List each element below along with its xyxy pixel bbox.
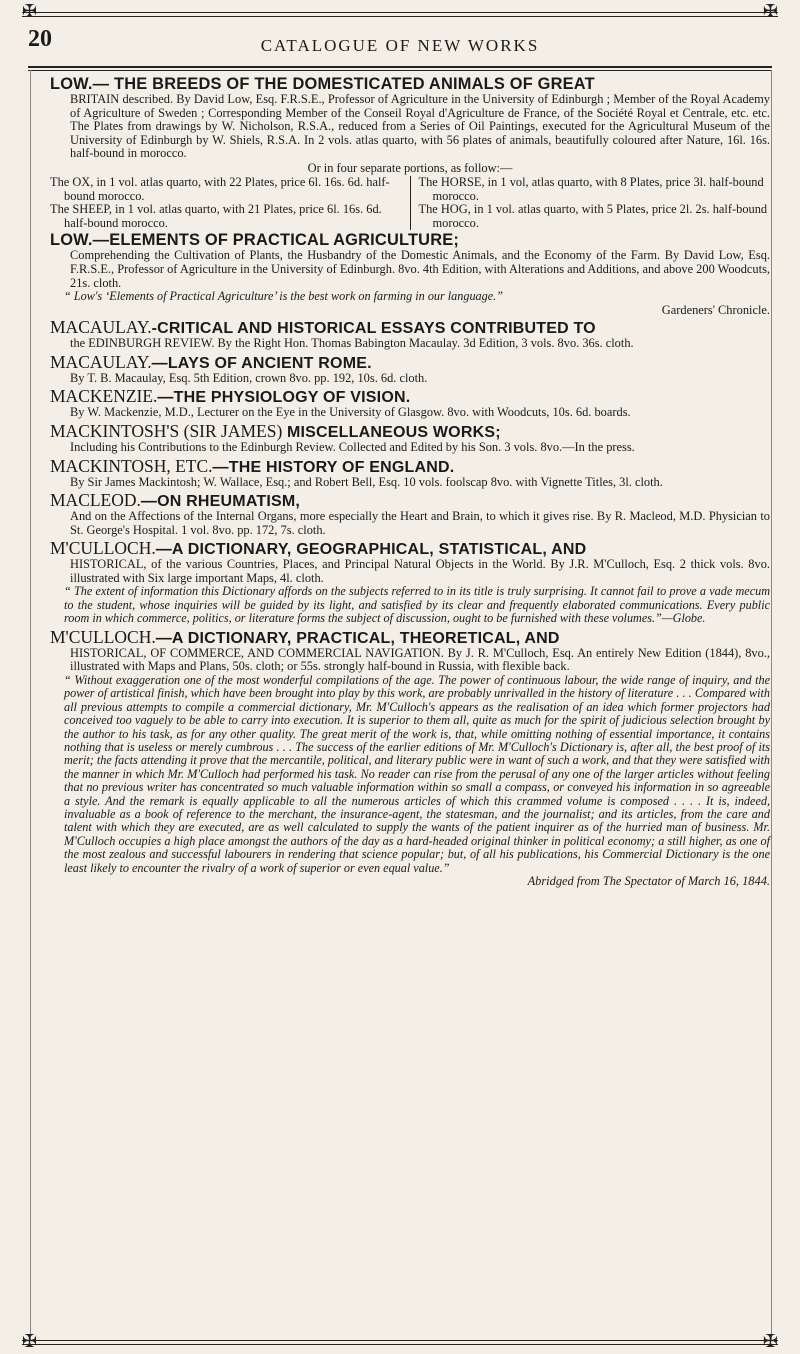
catalogue-entry <box>50 492 770 537</box>
catalogue-entry <box>50 455 770 490</box>
entry-title: —A DICTIONARY, PRACTICAL, THEORETICAL, AND <box>155 629 560 647</box>
top-rule-inner <box>22 16 778 17</box>
entry-title: —THE PHYSIOLOGY OF VISION. <box>157 389 411 407</box>
catalogue-entry <box>50 232 770 317</box>
catalogue-content <box>50 72 770 889</box>
entry-heading <box>50 492 770 510</box>
bottom-rule-inner <box>22 1344 778 1345</box>
entry-quote: “ Without exaggeration one of the most wonderful compilations of the age. The power of continuous labour, the wide range of inquiry, and the power of artistical finish, which have been brought into play by this work, are probably unrivalled in the history of literature . . . Compared with all previous attempts to compile a commercial dictionary, Mr. M'Culloch's appears as the realisation of an idea which former projectors had conceived too vaguely to be able to carry into execution. It is superior to them all, quite as much for the spirit of judicious selection brought by the author to his task, as for any other quality. The great merit of the work is, that, while omitting nothing of essential importance, it contains nothing that is useless or merely cumbrous . . . The success of the earlier editions of Mr. M'Culloch's Dictionary is, after all, the best proof of its merit; the facts attending it prove that the mercantile, political, and literary public were in want of such a work, and that they were satisfied with the manner in which Mr. M'Culloch had performed his task. No reader can rise from the perusal of any one of the larger articles without feeling that no previous writer has concentrated so much valuable information within so small a compass, or conveyed his information in so agreeable a style. And the remark is equally applicable to all the numerous articles of which this crammed volume is composed . . . . It is, indeed, invaluable as a book of reference to the merchant, the insurance-agent, the statesman, and the journalist; and its articles, from the care and talent with which they are executed, are as well calculated to supply the wants of the patient inquirer as of the hurried man of business. Mr. M'Culloch occupies a high place amongst the authors of the day as a hard-headed original thinker in political economy; a still higher, as one of the most zealous and successful labourers in rendering that science popular; but, of all his publications, his Commercial Dictionary is the one least likely to encounter the rivalry of a work of superior or even equal value.” <box>64 672 770 875</box>
portion-item: The SHEEP, in 1 vol. atlas quarto, with 21 Plates, price 6l. 16s. 6d. half-bound morocco. <box>50 202 382 230</box>
portions-left-column <box>50 176 411 230</box>
entry-description: Comprehending the Cultivation of Plants, the Husbandry of the Domestic Animals, and the Economy of the Farm. By David Low, Esq. F.R.S.E., Professor of Agriculture in the University of Edinburgh. 8vo. 4th Edition, with Alterations and Additions, and above 200 Woodcuts, 21s. cloth. <box>70 248 770 290</box>
entry-description: Including his Contributions to the Edinburgh Review. Collected and Edited by his Son. 3 vols. 8vo.—In the press. <box>70 439 635 454</box>
entry-quote: “ The extent of information this Dictionary affords on the subjects referred to in its title is truly surprising. It cannot fail to prove a vade mecum to the student, whose inquiries will be guided by its light, and satisfied by its clear and frequently elaborated communications. Every public room in which commerce, politics, or literature forms the subject of discussion, ought to be furnished with these volumes.”—Globe. <box>64 584 770 626</box>
entry-heading: LOW.— THE BREEDS OF THE DOMESTICATED ANIMALS OF GREAT <box>50 75 595 93</box>
entry-author: MACKINTOSH'S (SIR JAMES) <box>50 420 283 441</box>
corner-ornament-top-right: ✠ <box>762 1 778 22</box>
entry-description: the EDINBURGH REVIEW. By the Right Hon. Thomas Babington Macaulay. 3d Edition, 3 vols. 8vo. 36s. cloth. <box>70 336 634 351</box>
entry-heading <box>50 420 770 441</box>
entry-title: —THE HISTORY OF ENGLAND. <box>212 458 455 476</box>
entry-heading <box>50 388 770 406</box>
header-rule-inner <box>28 70 772 71</box>
quote-source: Abridged from The Spectator of March 16, 1844. <box>527 873 770 888</box>
corner-ornament-bottom-right: ✠ <box>762 1331 778 1352</box>
portion-item: The OX, in 1 vol. atlas quarto, with 22 Plates, price 6l. 16s. 6d. half-bound morocco. <box>50 174 390 203</box>
catalogue-entry <box>50 76 770 230</box>
entry-heading <box>50 626 770 647</box>
catalogue-entry <box>50 388 770 420</box>
entry-description: HISTORICAL, of the various Countries, Places, and Principal Natural Objects in the World. By J.R. M'Culloch, Esq. 2 thick vols. 8vo. illustrated with Six large important Maps, 4l. cloth. <box>70 557 770 585</box>
quote-source: Gardeners' Chronicle. <box>661 302 770 317</box>
catalogue-entry <box>50 319 770 351</box>
catalogue-entry <box>50 626 770 889</box>
entry-title: —A DICTIONARY, GEOGRAPHICAL, STATISTICAL, AND <box>155 541 587 559</box>
entry-description: And on the Affections of the Internal Organs, more especially the Heart and Brain, to which it gives rise. By R. Macleod, M.D. Physician to St. George's Hospital. 1 vol. 8vo. pp. 172, 7s. cloth. <box>70 509 770 537</box>
entry-description: BRITAIN described. By David Low, Esq. F.R.S.E., Professor of Agriculture in the University of Edinburgh ; Member of the Royal Academy of Agriculture of Sweden ; Corresponding Member of the Conseil Royal d'Agriculture de France, of the Société Royal et Centrale, etc. etc. The Plates from drawings by W. Nicholson, R.S.A., reduced from a Series of Oil Paintings, executed for the Agricultural Museum of the University of Edinburgh by W. Shiels, R.S.A. In 2 vols. atlas quarto, with 56 plates of animals, beautifully coloured after Nature, 16l. 16s. half-bound in morocco. <box>70 92 770 161</box>
entry-description: By W. Mackenzie, M.D., Lecturer on the Eye in the University of Glasgow. 8vo. with Woodcuts, 10s. 6d. boards. <box>70 405 631 420</box>
left-border <box>30 70 31 1340</box>
bottom-rule <box>22 1340 778 1341</box>
portions-intro: Or in four separate portions, as follow:— <box>307 160 513 175</box>
entry-author: MACKENZIE. <box>50 386 158 407</box>
catalogue-entry <box>50 420 770 455</box>
entry-description: HISTORICAL, OF COMMERCE, AND COMMERCIAL NAVIGATION. By J. R. M'Culloch, Esq. An entirely New Edition (1844), 8vo., illustrated with Maps and Plans, 50s. cloth; or 55s. strongly half-bound in Russia, with flexible back. <box>70 645 770 674</box>
entry-heading <box>50 540 770 558</box>
header-rule <box>28 66 772 68</box>
portions-right-column <box>411 176 771 230</box>
entry-author: MACLEOD. <box>50 490 141 511</box>
running-head: CATALOGUE OF NEW WORKS <box>260 36 540 55</box>
portion-item: The HOG, in 1 vol. atlas quarto, with 5 Plates, price 2l. 2s. half-bound morocco. <box>418 202 768 230</box>
top-rule <box>22 12 778 13</box>
entry-author: MACKINTOSH, ETC. <box>50 455 213 476</box>
entry-title: MISCELLANEOUS WORKS; <box>282 423 501 441</box>
page-number: 20 <box>28 26 52 52</box>
entry-author: M'CULLOCH. <box>50 538 156 559</box>
entry-heading: LOW.—ELEMENTS OF PRACTICAL AGRICULTURE; <box>50 231 460 250</box>
entry-heading <box>50 455 770 476</box>
entry-description: By T. B. Macaulay, Esq. 5th Edition, crown 8vo. pp. 192, 10s. 6d. cloth. <box>70 370 428 385</box>
corner-ornament-top-left: ✠ <box>22 1 38 22</box>
right-border <box>771 70 772 1340</box>
corner-ornament-bottom-left: ✠ <box>22 1331 38 1352</box>
portions-columns <box>50 176 770 230</box>
entry-author: MACAULAY. <box>50 317 152 338</box>
entry-title: —LAYS OF ANCIENT ROME. <box>151 354 372 372</box>
entry-quote: “ Low's ‘Elements of Practical Agriculture’ is the best work on farming in our language.” <box>64 289 503 304</box>
entry-author: MACAULAY. <box>50 351 152 372</box>
catalogue-entry <box>50 540 770 625</box>
entry-heading <box>50 319 770 337</box>
catalogue-entry <box>50 351 770 386</box>
entry-description: By Sir James Mackintosh; W. Wallace, Esq.; and Robert Bell, Esq. 10 vols. foolscap 8vo. with Vignette Titles, 3l. cloth. <box>70 474 663 489</box>
entry-title: -CRITICAL AND HISTORICAL ESSAYS CONTRIBUTED TO <box>151 320 596 338</box>
entry-title: —ON RHEUMATISM, <box>140 493 301 511</box>
portion-item: The HORSE, in 1 vol, atlas quarto, with 8 Plates, price 3l. half-bound morocco. <box>418 174 764 203</box>
entry-heading <box>50 351 770 372</box>
entry-author: M'CULLOCH. <box>50 626 156 647</box>
